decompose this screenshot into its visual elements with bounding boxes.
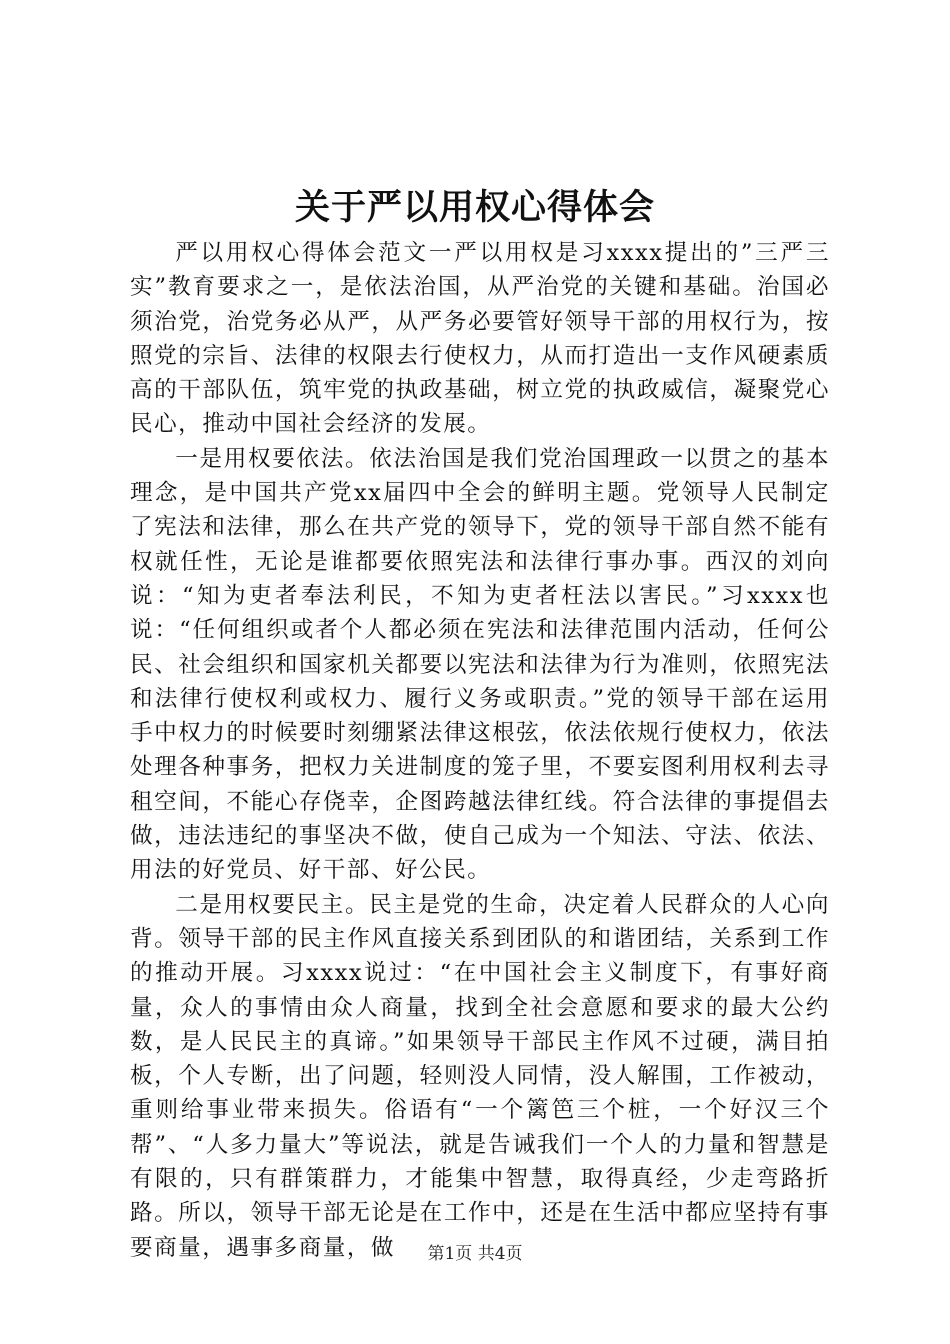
paragraph-point-one: 一是用权要依法。依法治国是我们党治国理政一以贯之的基本理念，是中国共产党xx届四中全会的鲜明主题。党领导人民制定了宪法和法律，那么在共产党的领导下，党的领导干部自然不能有权就任性，无论是谁都要依照宪法和法律行事办事。西汉的刘向说：“知为吏者奉法利民，不知为吏者枉法以害民。”习xxxx也说：“任何组织或者个人都必须在宪法和法律范围内活动，任何公民、社会组织和国家机关都要以宪法和法律为行为准则，依照宪法和法律行使权利或权力、履行义务或职责。”党的领导干部在运用手中权力的时候要时刻绷紧法律这根弦，依法依规行使权力，依法处理各种事务，把权力关进制度的笼子里，不要妄图利用权利去寻租空间，不能心存侥幸，企图跨越法律红线。符合法律的事提倡去做，违法违纪的事坚决不做，使自己成为一个知法、守法、依法、用法的好党员、好干部、好公民。: [130, 445, 830, 884]
paragraph-intro: 严以用权心得体会范文一严以用权是习xxxx提出的”三严三实”教育要求之一，是依法治国，从严治党的关键和基础。治国必须治党，治党务必从严，从严务必要管好领导干部的用权行为，按照党的宗旨、法律的权限去行使权力，从而打造出一支作风硬素质高的干部队伍，筑牢党的执政基础，树立党的执政威信，凝聚党心民心，推动中国社会经济的发展。: [130, 240, 830, 438]
document-body: [130, 236, 830, 1265]
page-number-footer: 第1页 共4页: [427, 1244, 523, 1264]
paragraph-point-two: 二是用权要民主。民主是党的生命，决定着人民群众的人心向背。领导干部的民主作风直接关系到团队的和谐团结，关系到工作的推动开展。习xxxx说过：“在中国社会主义制度下，有事好商量，众人的事情由众人商量，找到全社会意愿和要求的最大公约数，是人民民主的真谛。”如果领导干部民主作风不过硬，满目拍板，个人专断，出了问题，轻则没人同情，没人解围，工作被动，重则给事业带来损失。俗语有“一个篱笆三个桩，一个好汉三个帮”、“人多力量大”等说法，就是告诫我们一个人的力量和智慧是有限的，只有群策群力，才能集中智慧，取得真经，少走弯路折路。所以，领导干部无论是在工作中，还是在生活中都应坚持有事要商量，遇事多商量，做: [130, 891, 830, 1261]
document-title: 关于严以用权心得体会: [294, 187, 655, 228]
